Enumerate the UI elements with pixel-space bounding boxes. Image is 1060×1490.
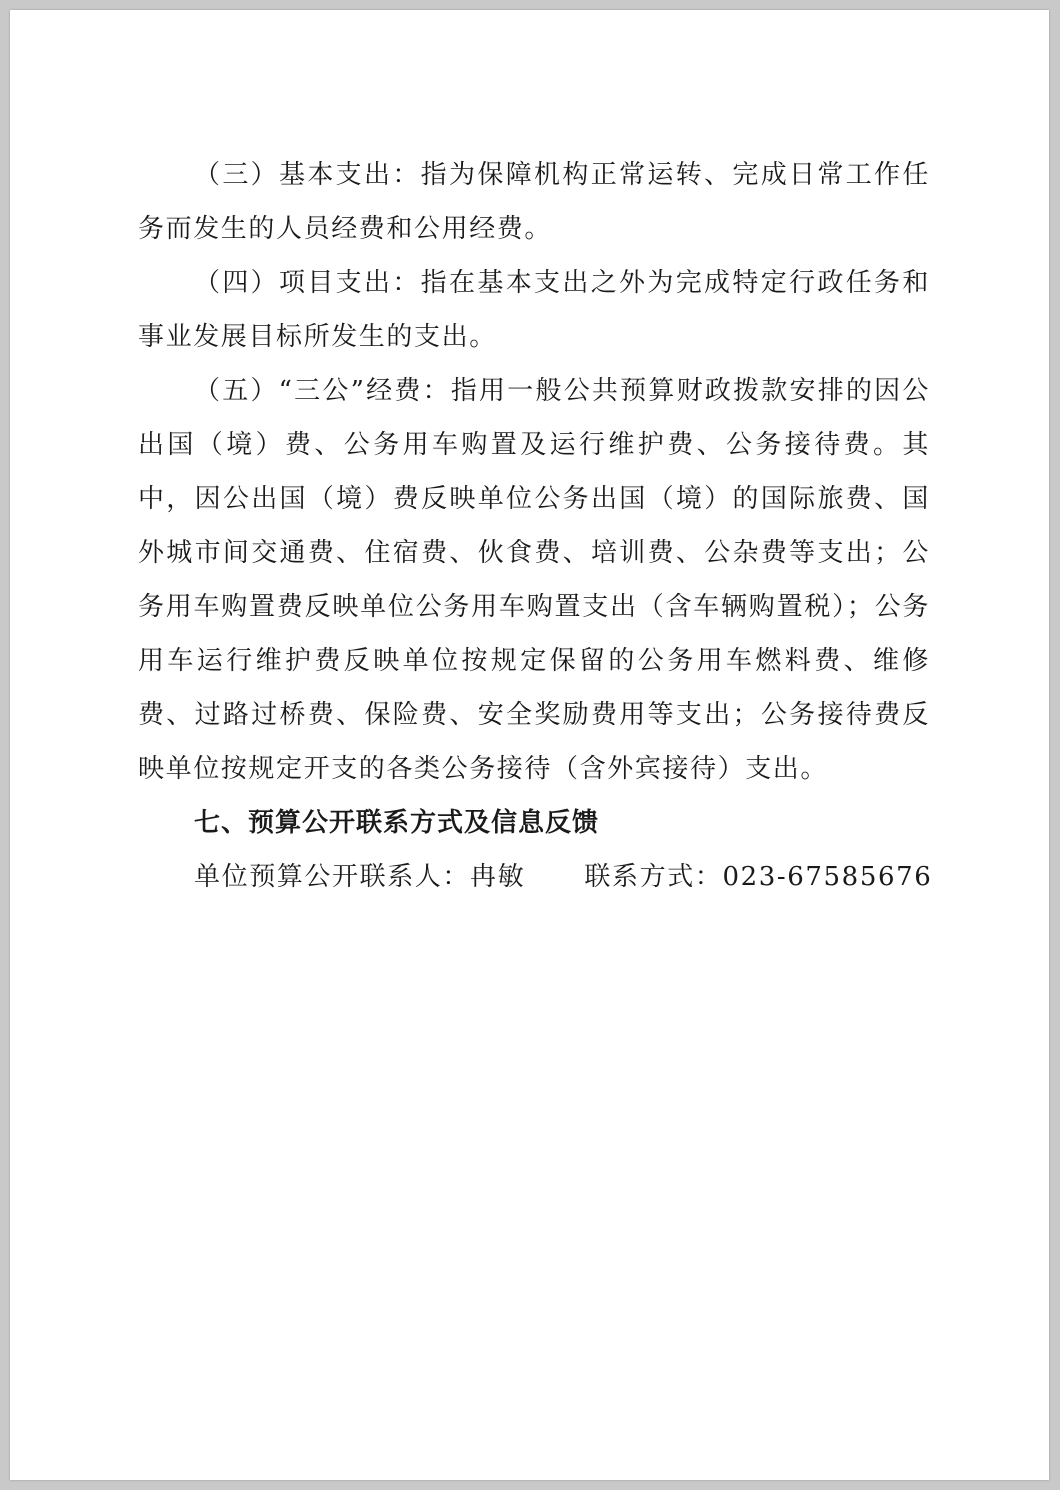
- section-heading: 七、预算公开联系方式及信息反馈: [194, 808, 600, 838]
- paragraph-project-expenditure: （四）项目支出：指在基本支出之外为完成特定行政任务和事业发展目标所发生的支出。: [138, 268, 930, 352]
- paragraph-basic-expenditure: （三）基本支出：指为保障机构正常运转、完成日常工作任务而发生的人员经费和公用经费。: [138, 160, 930, 244]
- contact-line: [138, 850, 933, 904]
- document-body: [138, 148, 933, 904]
- phone-label: 联系方式：: [584, 862, 723, 892]
- phone-number: 023-67585676: [722, 862, 933, 892]
- contact-gap: [525, 862, 584, 892]
- contact-name: 冉敏: [470, 862, 526, 892]
- contact-label: 单位预算公开联系人：: [194, 862, 471, 892]
- document-page: [10, 10, 1049, 1480]
- paragraph-three-public-expenses: （五）“三公”经费：指用一般公共预算财政拨款安排的因公出国（境）费、公务用车购置及运行维护费、公务接待费。其中，因公出国（境）费反映单位公务出国（境）的国际旅费、国外城市间交通费、住宿费、伙食费、培训费、公杂费等支出；公务用车购置费反映单位公务用车购置支出（含车辆购置税）；公务用车运行维护费反映单位按规定保留的公务用车燃料费、维修费、过路过桥费、保险费、安全奖励费用等支出；公务接待费反映单位按规定开支的各类公务接待（含外宾接待）支出。: [138, 376, 930, 784]
